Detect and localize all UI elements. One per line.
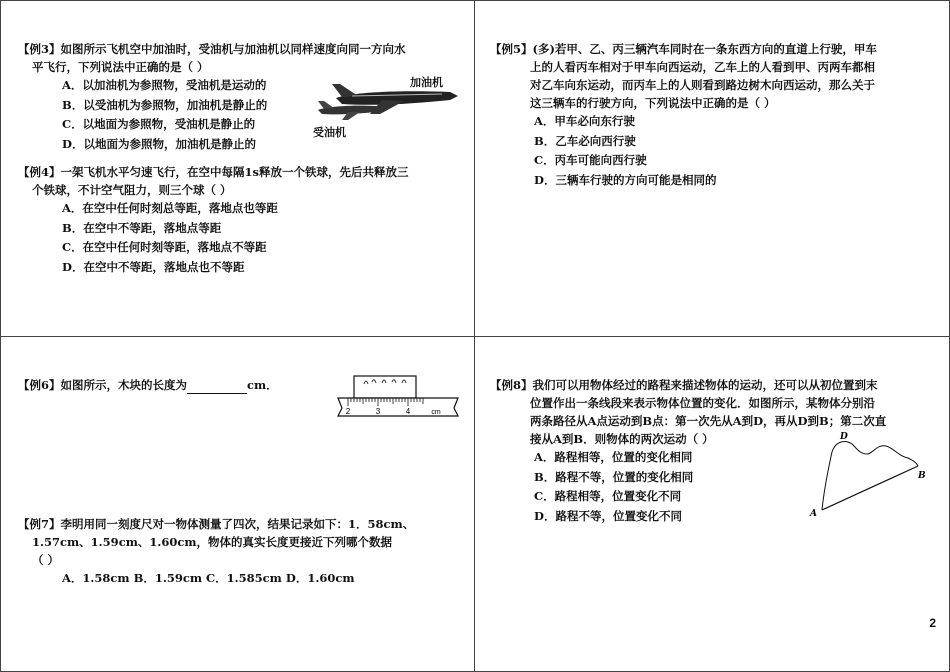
question-8-option-b: B．路程不等，位置的变化相同 xyxy=(534,469,694,484)
question-4-option-c: C．在空中任何时刻等距，落地点不等距 xyxy=(62,240,267,254)
question-5-line2: 上的人看丙车相对于甲车向西运动，乙车上的人看到甲、丙两车都相 xyxy=(530,60,875,74)
point-a-label: A xyxy=(810,509,817,519)
question-5-option-a: A．甲车必向东行驶 xyxy=(534,114,635,128)
question-8-option-d: D．路程不等，位置变化不同 xyxy=(534,508,682,523)
page-number: 2 xyxy=(929,616,936,630)
question-8-line2: 位置作出一条线段来表示物体位置的变化．如图所示，某物体分别沿 xyxy=(530,396,875,410)
question-4-line1: 一架飞机水平匀速飞行，在空中每隔1s释放一个铁球，先后共释放三 xyxy=(60,165,409,179)
path-diagram-figure xyxy=(808,430,928,522)
question-5-line4: 这三辆车的行驶方向，下列说法中正确的是（ ） xyxy=(530,96,776,110)
question-4-tag: 【例4】 xyxy=(18,165,61,179)
question-4-option-a: A．在空中任何时刻总等距，落地点也等距 xyxy=(62,201,278,215)
question-5-option-b: B．乙车必向西行驶 xyxy=(534,133,636,148)
question-5-line1: (多)若甲、乙、丙三辆汽车同时在一条东西方向的直道上行驶，甲车 xyxy=(532,42,877,56)
question-7-line2: 1.57cm、1.59cm、1.60cm，物体的真实长度更接近下列哪个数据 xyxy=(32,535,393,549)
question-3-line2: 平飞行，下列说法中正确的是（ ） xyxy=(32,60,209,74)
question-7-options: A．1.58cm B．1.59cm C．1.585cm D．1.60cm xyxy=(62,571,355,585)
question-4-option-b: B．在空中不等距，落地点等距 xyxy=(62,220,222,235)
ruler-tick-4: 4 xyxy=(405,407,411,416)
horizontal-divider xyxy=(0,336,950,337)
curved-path-a-d-b xyxy=(822,442,918,510)
question-3-tag: 【例3】 xyxy=(18,42,61,56)
point-b-label: B xyxy=(918,471,926,481)
question-8-tag: 【例8】 xyxy=(490,378,533,392)
ruler-tick-2: 2 xyxy=(345,407,351,416)
question-5-line3: 对乙车向东运动，而丙车上的人则看到路边树木向西运动，那么关于 xyxy=(530,78,875,92)
question-3-option-a: A．以加油机为参照物，受油机是运动的 xyxy=(62,78,267,92)
question-6-text-after: cm． xyxy=(247,378,278,392)
question-5 xyxy=(490,40,940,190)
question-3-option-c: C．以地面为参照物，受油机是静止的 xyxy=(62,117,256,131)
question-4-option-d: D．在空中不等距，落地点也不等距 xyxy=(62,259,245,274)
question-5-option-d: D．三辆车行驶的方向可能是相同的 xyxy=(534,172,717,187)
question-3-option-d: D．以地面为参照物，加油机是静止的 xyxy=(62,136,256,151)
question-4 xyxy=(18,163,468,277)
question-3-option-b: B．以受油机为参照物，加油机是静止的 xyxy=(62,97,268,112)
ruler-figure xyxy=(336,374,460,418)
question-6-text-before: 如图所示，木块的长度为 xyxy=(60,378,188,392)
wood-block xyxy=(354,376,416,398)
question-7 xyxy=(18,515,468,589)
question-7-line1: 李明用同一刻度尺对一物体测量了四次，结果记录如下：1．58cm、 xyxy=(60,517,415,531)
question-7-line3: （ ） xyxy=(32,553,60,567)
question-6-tag: 【例6】 xyxy=(18,378,61,392)
straight-path-a-b xyxy=(822,466,918,510)
question-8-option-c: C．路程相等，位置变化不同 xyxy=(534,489,682,503)
question-3-line1: 如图所示飞机空中加油时，受油机与加油机以同样速度向同一方向水 xyxy=(60,42,406,56)
question-8-line3: 两条路径从A点运动到B点：第一次先从A到D，再从D到B；第二次直 xyxy=(530,414,887,428)
question-4-line2: 个铁球，不计空气阻力，则三个球（ ） xyxy=(32,183,232,197)
tanker-label: 加油机 xyxy=(410,77,443,89)
ruler-unit: cm xyxy=(431,409,441,416)
receiver-label: 受油机 xyxy=(313,127,346,139)
answer-blank xyxy=(187,381,247,394)
question-8-option-a: A．路程相等，位置的变化相同 xyxy=(534,450,693,464)
ruler-tick-3: 3 xyxy=(375,407,381,416)
question-5-tag: 【例5】 xyxy=(490,42,533,56)
point-d-label: D xyxy=(840,432,848,442)
question-5-option-c: C．丙车可能向西行驶 xyxy=(534,153,647,167)
question-8-line1: 我们可以用物体经过的路程来描述物体的运动，还可以从初位置到末 xyxy=(532,378,878,392)
question-8-line4: 接从A到B．则物体的两次运动（ ） xyxy=(530,432,714,446)
question-6 xyxy=(18,376,318,394)
question-7-tag: 【例7】 xyxy=(18,517,61,531)
